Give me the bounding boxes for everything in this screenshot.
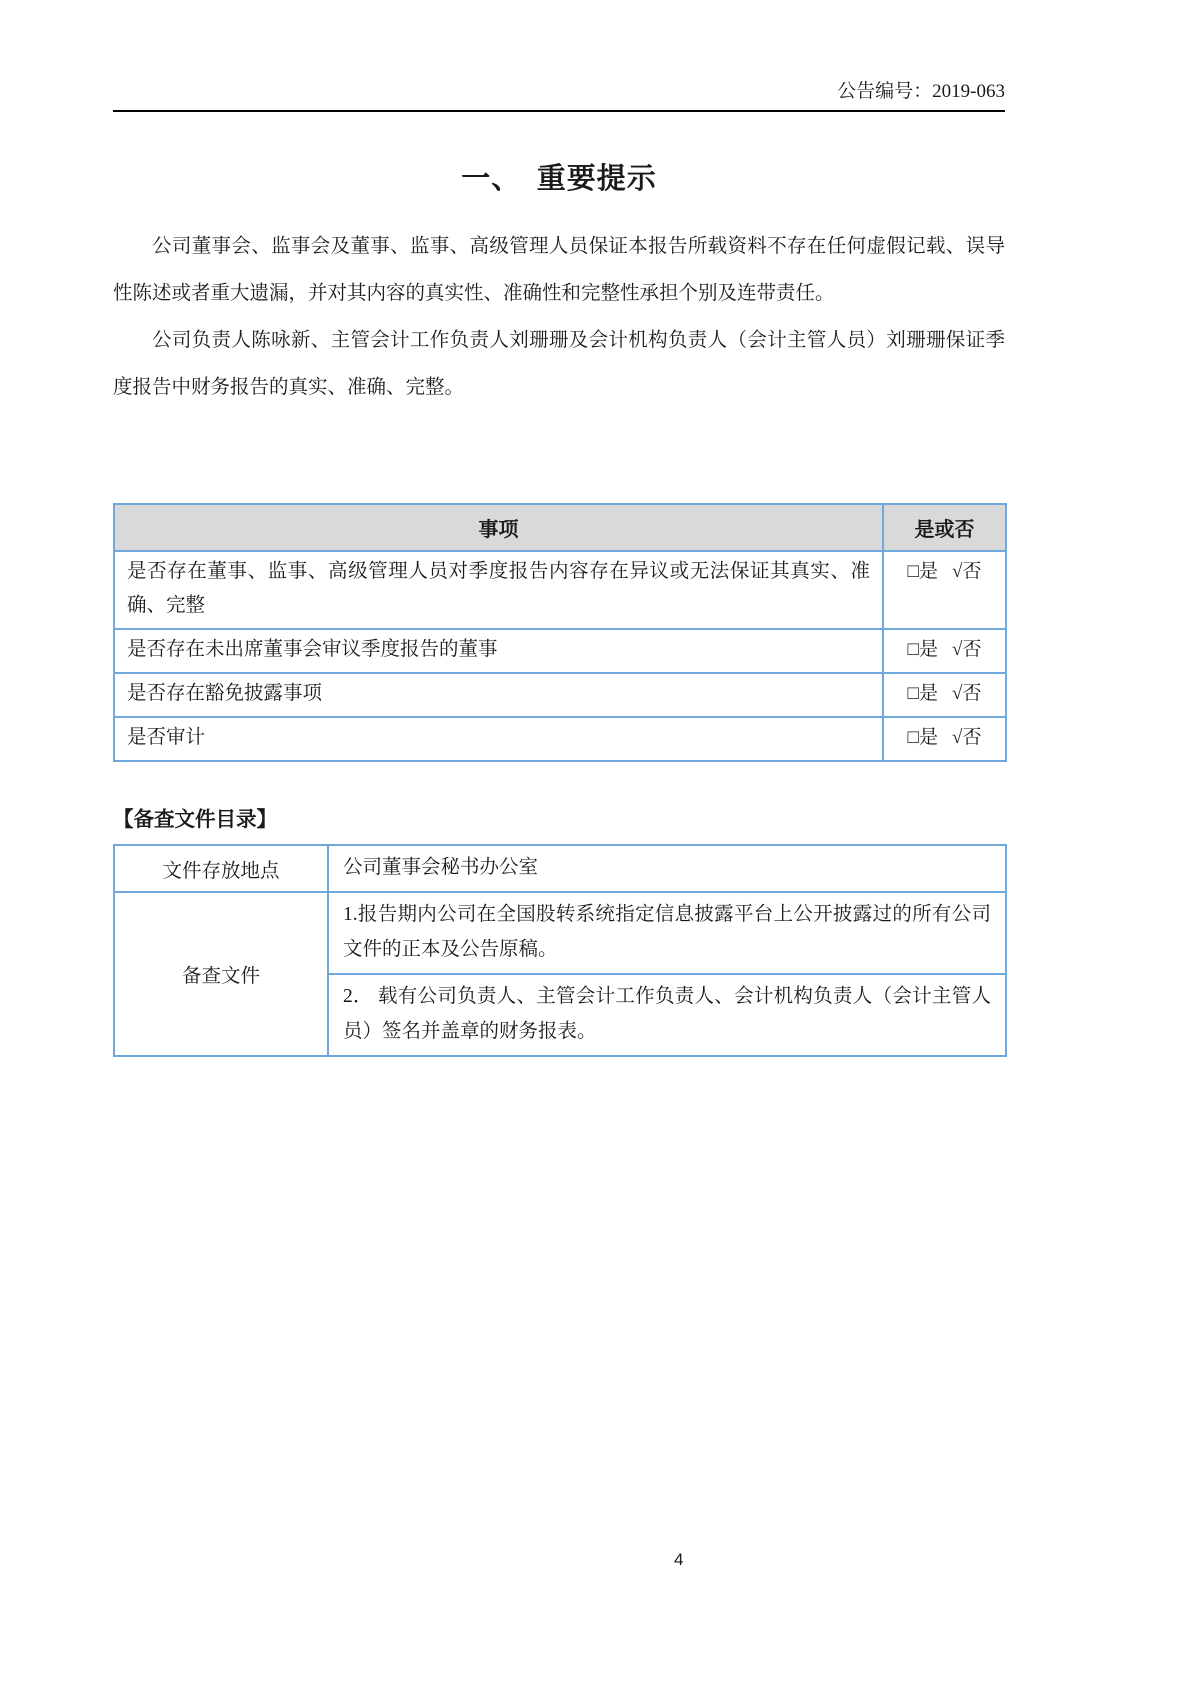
documents-table [113, 844, 1007, 1057]
doc-header [113, 76, 1005, 112]
file-item: 2． 载有公司负责人、主管会计工作负责人、会计机构负责人（会计主管人员）签名并盖章的财务报表。 [328, 974, 1006, 1056]
matter-item: 是否存在董事、监事、高级管理人员对季度报告内容存在异议或无法保证其真实、准确、完整 [114, 551, 883, 629]
table-row [114, 717, 1006, 761]
section-title: 一、 重要提示 [461, 163, 657, 195]
matter-answer [883, 551, 1006, 629]
table-row [114, 673, 1006, 717]
docs-catalog-heading: 【备查文件目录】 [113, 808, 277, 831]
checkmark-no-option: √否 [952, 639, 982, 660]
page-number: 4 [674, 1550, 684, 1569]
checkbox-yes-option: □是 [907, 727, 939, 748]
checkbox-yes-option: □是 [907, 683, 939, 704]
column-header-yesno: 是或否 [883, 504, 1006, 551]
matters-table [113, 503, 1007, 762]
location-label: 文件存放地点 [114, 845, 328, 892]
location-value: 公司董事会秘书办公室 [328, 845, 1006, 892]
paragraph-declaration: 公司董事会、监事会及董事、监事、高级管理人员保证本报告所载资料不存在任何虚假记载、误导性陈述或者重大遗漏，并对其内容的真实性、准确性和完整性承担个别及连带责任。 [113, 236, 1005, 304]
file-item: 1.报告期内公司在全国股转系统指定信息披露平台上公开披露过的所有公司文件的正本及公告原稿。 [328, 892, 1006, 974]
matter-item: 是否审计 [114, 717, 883, 761]
matter-item: 是否存在未出席董事会审议季度报告的董事 [114, 629, 883, 673]
table-row [114, 892, 1006, 974]
checkmark-no-option: √否 [952, 727, 982, 748]
column-header-item: 事项 [114, 504, 883, 551]
matter-answer [883, 717, 1006, 761]
table-row [114, 629, 1006, 673]
matter-answer [883, 629, 1006, 673]
checkbox-yes-option: □是 [907, 561, 939, 582]
checkbox-yes-option: □是 [907, 639, 939, 660]
files-label: 备查文件 [114, 892, 328, 1056]
checkmark-no-option: √否 [952, 683, 982, 704]
table-row [114, 551, 1006, 629]
table-row [114, 845, 1006, 892]
page-content [113, 0, 1005, 1057]
paragraph-responsibles: 公司负责人陈咏新、主管会计工作负责人刘珊珊及会计机构负责人（会计主管人员）刘珊珊保证季度报告中财务报告的真实、准确、完整。 [113, 330, 1005, 398]
matters-header-row [114, 504, 1006, 551]
matter-item: 是否存在豁免披露事项 [114, 673, 883, 717]
checkmark-no-option: √否 [952, 561, 982, 582]
matter-answer [883, 673, 1006, 717]
announcement-number: 公告编号：2019-063 [837, 81, 1005, 102]
